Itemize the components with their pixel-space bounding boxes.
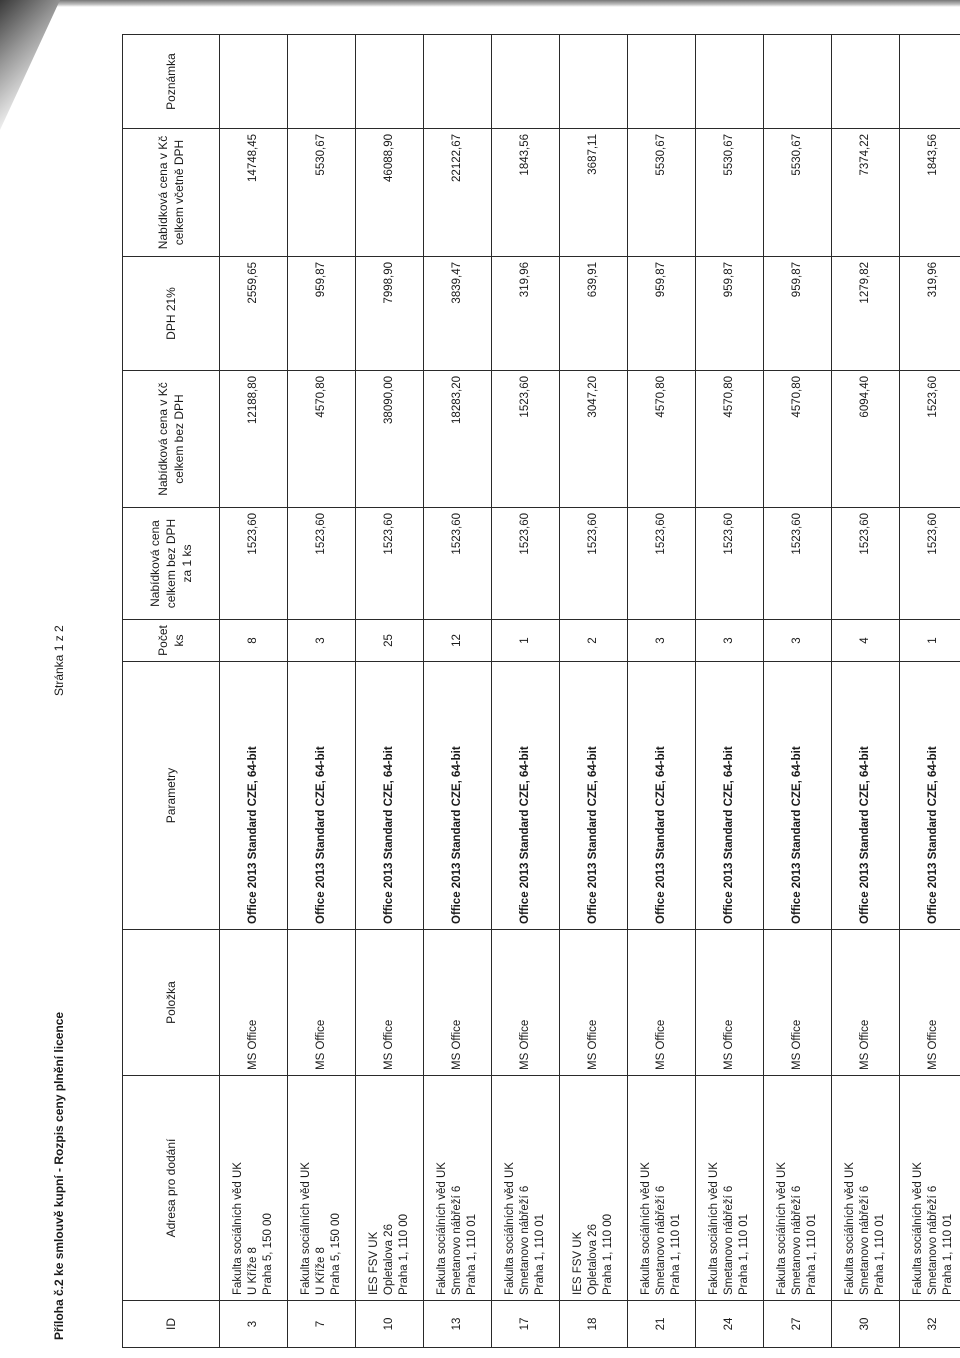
address-line: Praha 5, 150 00 <box>329 1213 342 1295</box>
vat-amount: 1279,82 <box>832 257 900 371</box>
note <box>288 35 356 129</box>
delivery-address <box>356 1076 424 1301</box>
unit-price: 1523,60 <box>832 508 900 620</box>
address-line: Fakulta sociálních věd UK <box>708 1162 721 1295</box>
quantity: 12 <box>424 620 492 662</box>
quantity: 3 <box>628 620 696 662</box>
delivery-address <box>900 1076 960 1301</box>
total-with-vat: 22122,67 <box>424 129 492 257</box>
total-no-vat: 4570,80 <box>288 371 356 508</box>
item-parameters: Office 2013 Standard CZE, 64-bit <box>560 662 628 930</box>
unit-price: 1523,60 <box>356 508 424 620</box>
address-line: Praha 1, 110 00 <box>397 1214 410 1295</box>
item-parameters: Office 2013 Standard CZE, 64-bit <box>764 662 832 930</box>
table-row <box>492 35 560 1348</box>
delivery-address <box>220 1076 288 1301</box>
vat-amount: 7998,90 <box>356 257 424 371</box>
delivery-address <box>628 1076 696 1301</box>
address-line: Fakulta sociálních věd UK <box>844 1162 857 1295</box>
delivery-address <box>764 1076 832 1301</box>
quantity: 3 <box>288 620 356 662</box>
address-line: Opletalova 26 <box>383 1224 396 1295</box>
row-id: 18 <box>560 1301 628 1348</box>
address-line: Praha 1, 110 01 <box>805 1214 818 1295</box>
item-name: MS Office <box>764 930 832 1076</box>
table-row <box>764 35 832 1348</box>
item-name: MS Office <box>560 930 628 1076</box>
total-with-vat: 3687,11 <box>560 129 628 257</box>
unit-price: 1523,60 <box>764 508 832 620</box>
row-id: 13 <box>424 1301 492 1348</box>
note <box>900 35 960 129</box>
vat-amount: 959,87 <box>764 257 832 371</box>
address-line: Praha 1, 110 01 <box>941 1214 954 1295</box>
unit-price: 1523,60 <box>628 508 696 620</box>
table-row <box>356 35 424 1348</box>
total-with-vat: 5530,67 <box>696 129 764 257</box>
delivery-address <box>832 1076 900 1301</box>
address-line: Smetanovo nábřeží 6 <box>519 1185 532 1295</box>
delivery-address <box>288 1076 356 1301</box>
total-with-vat: 14748,45 <box>220 129 288 257</box>
item-name: MS Office <box>356 930 424 1076</box>
total-no-vat: 4570,80 <box>696 371 764 508</box>
unit-price: 1523,60 <box>492 508 560 620</box>
address-line: IES FSV UK <box>572 1231 585 1295</box>
item-name: MS Office <box>492 930 560 1076</box>
total-no-vat: 12188,80 <box>220 371 288 508</box>
quantity: 8 <box>220 620 288 662</box>
header-id: ID <box>123 1301 220 1348</box>
note <box>696 35 764 129</box>
vat-amount: 639,91 <box>560 257 628 371</box>
note <box>628 35 696 129</box>
note <box>492 35 560 129</box>
table-header-row <box>123 35 220 1348</box>
address-line: Praha 1, 110 01 <box>873 1214 886 1295</box>
address-line: Fakulta sociálních věd UK <box>300 1162 313 1295</box>
table-row <box>900 35 960 1348</box>
delivery-address <box>696 1076 764 1301</box>
address-line: Fakulta sociálních věd UK <box>232 1162 245 1295</box>
quantity: 3 <box>764 620 832 662</box>
delivery-address <box>424 1076 492 1301</box>
total-no-vat: 4570,80 <box>628 371 696 508</box>
address-line: IES FSV UK <box>368 1231 381 1295</box>
table-row <box>288 35 356 1348</box>
address-line: Praha 5, 150 00 <box>261 1213 274 1295</box>
document-title: Příloha č.2 ke smlouvě kupní - Rozpis ceny plnění licence <box>52 1011 66 1340</box>
item-name: MS Office <box>832 930 900 1076</box>
item-parameters: Office 2013 Standard CZE, 64-bit <box>696 662 764 930</box>
item-name: MS Office <box>900 930 960 1076</box>
total-no-vat: 38090,00 <box>356 371 424 508</box>
header-vat: DPH 21% <box>123 257 220 371</box>
total-with-vat: 7374,22 <box>832 129 900 257</box>
vat-amount: 2559,65 <box>220 257 288 371</box>
item-name: MS Office <box>696 930 764 1076</box>
address-line: Smetanovo nábřeží 6 <box>655 1185 668 1295</box>
table-row <box>832 35 900 1348</box>
item-parameters: Office 2013 Standard CZE, 64-bit <box>492 662 560 930</box>
address-line: Praha 1, 110 01 <box>465 1214 478 1295</box>
address-line: Fakulta sociálních věd UK <box>436 1162 449 1295</box>
unit-price: 1523,60 <box>220 508 288 620</box>
vat-amount: 319,96 <box>492 257 560 371</box>
quantity: 4 <box>832 620 900 662</box>
vat-amount: 959,87 <box>628 257 696 371</box>
table-row <box>696 35 764 1348</box>
note <box>220 35 288 129</box>
delivery-address <box>492 1076 560 1301</box>
item-parameters: Office 2013 Standard CZE, 64-bit <box>628 662 696 930</box>
address-line: U Kříže 8 <box>315 1247 328 1295</box>
address-line: Praha 1, 110 01 <box>669 1214 682 1295</box>
total-no-vat: 4570,80 <box>764 371 832 508</box>
address-line: Smetanovo nábřeží 6 <box>859 1185 872 1295</box>
note <box>764 35 832 129</box>
row-id: 10 <box>356 1301 424 1348</box>
item-parameters: Office 2013 Standard CZE, 64-bit <box>900 662 960 930</box>
item-name: MS Office <box>424 930 492 1076</box>
address-line: Fakulta sociálních věd UK <box>912 1162 925 1295</box>
address-line: Praha 1, 110 01 <box>533 1214 546 1295</box>
total-no-vat: 1523,60 <box>900 371 960 508</box>
address-line: Praha 1, 110 00 <box>601 1214 614 1295</box>
item-parameters: Office 2013 Standard CZE, 64-bit <box>288 662 356 930</box>
total-with-vat: 5530,67 <box>288 129 356 257</box>
vat-amount: 959,87 <box>288 257 356 371</box>
header-item: Položka <box>123 930 220 1076</box>
header-qty: Počet ks <box>123 620 220 662</box>
address-line: Smetanovo nábřeží 6 <box>723 1185 736 1295</box>
address-line: Opletalova 26 <box>587 1224 600 1295</box>
note <box>424 35 492 129</box>
row-id: 32 <box>900 1301 960 1348</box>
unit-price: 1523,60 <box>424 508 492 620</box>
unit-price: 1523,60 <box>560 508 628 620</box>
total-with-vat: 5530,67 <box>628 129 696 257</box>
quantity: 2 <box>560 620 628 662</box>
table-row <box>220 35 288 1348</box>
row-id: 30 <box>832 1301 900 1348</box>
total-no-vat: 3047,20 <box>560 371 628 508</box>
quantity: 1 <box>492 620 560 662</box>
table-row <box>560 35 628 1348</box>
total-no-vat: 6094,40 <box>832 371 900 508</box>
address-line: Fakulta sociálních věd UK <box>504 1162 517 1295</box>
row-id: 17 <box>492 1301 560 1348</box>
header-params: Parametry <box>123 662 220 930</box>
note <box>356 35 424 129</box>
row-id: 3 <box>220 1301 288 1348</box>
total-no-vat: 1523,60 <box>492 371 560 508</box>
address-line: Smetanovo nábřeží 6 <box>927 1185 940 1295</box>
header-note: Poznámka <box>123 35 220 129</box>
row-id: 27 <box>764 1301 832 1348</box>
vat-amount: 959,87 <box>696 257 764 371</box>
address-line: Smetanovo nábřeží 6 <box>451 1185 464 1295</box>
total-with-vat: 46088,90 <box>356 129 424 257</box>
table-row <box>628 35 696 1348</box>
address-line: Fakulta sociálních věd UK <box>776 1162 789 1295</box>
delivery-address <box>560 1076 628 1301</box>
address-line: Fakulta sociálních věd UK <box>640 1162 653 1295</box>
vat-amount: 3839,47 <box>424 257 492 371</box>
note <box>560 35 628 129</box>
quantity: 25 <box>356 620 424 662</box>
item-parameters: Office 2013 Standard CZE, 64-bit <box>220 662 288 930</box>
item-parameters: Office 2013 Standard CZE, 64-bit <box>832 662 900 930</box>
header-total-with-vat: Nabídková cena v Kč celkem včetně DPH <box>123 129 220 257</box>
quantity: 3 <box>696 620 764 662</box>
item-name: MS Office <box>628 930 696 1076</box>
note <box>832 35 900 129</box>
header-unit-price: Nabídková cena celkem bez DPH za 1 ks <box>123 508 220 620</box>
unit-price: 1523,60 <box>900 508 960 620</box>
total-with-vat: 1843,56 <box>492 129 560 257</box>
item-parameters: Office 2013 Standard CZE, 64-bit <box>356 662 424 930</box>
license-price-table <box>122 34 960 1348</box>
header-total-no-vat: Nabídková cena v Kč celkem bez DPH <box>123 371 220 508</box>
item-parameters: Office 2013 Standard CZE, 64-bit <box>424 662 492 930</box>
total-no-vat: 18283,20 <box>424 371 492 508</box>
row-id: 24 <box>696 1301 764 1348</box>
table-row <box>424 35 492 1348</box>
row-id: 7 <box>288 1301 356 1348</box>
page-number: Stránka 1 z 2 <box>52 625 66 696</box>
item-name: MS Office <box>288 930 356 1076</box>
address-line: U Kříže 8 <box>247 1247 260 1295</box>
total-with-vat: 5530,67 <box>764 129 832 257</box>
address-line: Praha 1, 110 01 <box>737 1214 750 1295</box>
item-name: MS Office <box>220 930 288 1076</box>
total-with-vat: 1843,56 <box>900 129 960 257</box>
quantity: 1 <box>900 620 960 662</box>
header-address: Adresa pro dodání <box>123 1076 220 1301</box>
vat-amount: 319,96 <box>900 257 960 371</box>
table-body <box>220 35 960 1348</box>
row-id: 21 <box>628 1301 696 1348</box>
unit-price: 1523,60 <box>696 508 764 620</box>
address-line: Smetanovo nábřeží 6 <box>791 1185 804 1295</box>
unit-price: 1523,60 <box>288 508 356 620</box>
